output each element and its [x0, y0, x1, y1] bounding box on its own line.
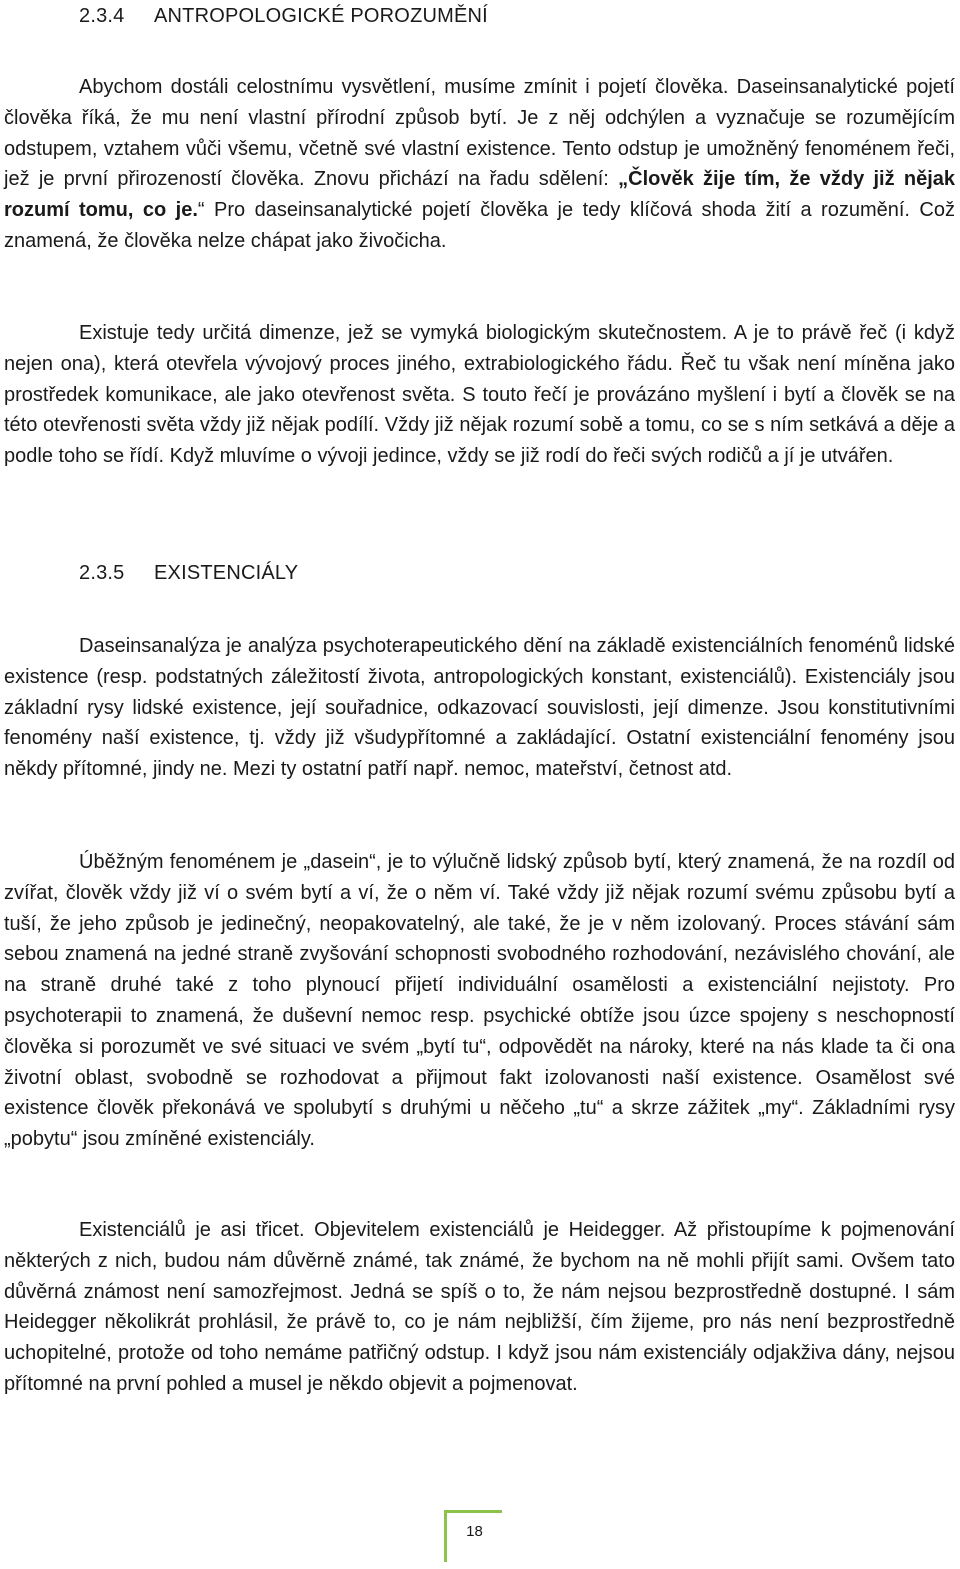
paragraph-4: Úběžným fenoménem je „dasein“, je to výlučně lidský způsob bytí, který znamená, že na rozdíl od zvířat, člověk vždy již ví o svém bytí a ví, že o něm ví. Také vždy již nějak rozumí svému způsobu bytí a tuší, že jeho způsob je jedinečný, neopakovatelný, ale také, že je v něm izolovaný. Proces stávání sám sebou znamená na jedné straně zvyšování schopnosti svobodného rozhodování, nezávislého chování, ale na straně druhé také z toho plynoucí přijetí individuální osamělosti a existenciální nejistoty. Pro psychoterapii to znamená, že duševní nemoc resp. psychické obtíže jsou úzce spojeny s neschopností člověka si porozumět ve své situaci ve svém „bytí tu“, odpovědět na nároky, které na nás klade ta či ona životní oblast, svobodně se rozhodovat a přijmout fakt izolovanosti naší existence. Osamělost své existence člověk překonává ve spolubytí s druhými u něčeho „tu“ a skrze zážitek „my“. Základními rysy „pobytu“ jsou zmíněné existenciály. [4, 851, 955, 1151]
section-heading-2-3-4 [79, 2, 488, 30]
section-number: 2.3.4 [79, 5, 125, 27]
paragraph-2: Existuje tedy určitá dimenze, jež se vymyká biologickým skutečnostem. A je to právě řeč (i když nejen ona), která otevřela vývojový proces jiného, extrabiologického řádu. Řeč tu však není míněna jako prostředek komunikace, ale jako otevřenost světa. S touto řečí je provázáno myšlení i bytí a člověk se na této otevřenosti světa vždy již nějak podílí. Vždy již nějak rozumí sobě a tomu, co se s ním setkává a děje a podle toho se řídí. Když mluvíme o vývoji jedince, vždy se již rodí do řeči svých rodičů a jí je utvářen. [4, 322, 955, 468]
section-title: EXISTENCIÁLY [154, 562, 299, 584]
paragraph-3: Daseinsanalýza je analýza psychoterapeutického dění na základě existenciálních fenoménů lidské existence (resp. podstatných záležitostí života, antropologických konstant, existenciálů). Existenciály jsou základní rysy lidské existence, její souřadnice, odkazovací souvislosti, její dimenze. Jsou konstitutivními fenomény naší existence, tj. vždy již všudypřítomné a zakládající. Ostatní existenciální fenomény jsou někdy přítomné, jindy ne. Mezi ty ostatní patří např. nemoc, mateřství, četnost atd. [4, 635, 955, 781]
section-title: ANTROPOLOGICKÉ POROZUMĚNÍ [154, 5, 488, 27]
section-heading-2-3-5 [79, 559, 298, 587]
paragraph-5: Existenciálů je asi třicet. Objevitelem existenciálů je Heidegger. Až přistoupíme k pojmenování některých z nich, budou nám důvěrně známé, tak známé, že bychom na ně mohli přijít sami. Ovšem tato důvěrná známost není samozřejmost. Jedná se spíš o to, že nám nejsou bezprostředně dostupné. I sám Heidegger několikrát prohlásil, že právě to, co je nám nejbližší, čím žijeme, pro nás není bezprostředně uchopitelné, protože od toho nemáme patřičný odstup. I když jsou nám existenciály odjakživa dány, nejsou přítomné na první pohled a musel je někdo objevit a pojmenovat. [4, 1219, 955, 1395]
paragraph-1-quote: „Člověk žije tím, že vždy již nějak rozumí tomu, co je. [4, 168, 956, 222]
page-number: 18 [466, 1523, 483, 1540]
paragraph-1-lead: Abychom dostáli celostnímu vysvětlení, musíme zmínit i pojetí člověka. Daseinsanalytické pojetí člověka říká, že mu není vlastní přírodní způsob bytí. Je z něj odchýlen a vyznačuje se rozumějícím odstupem, vztahem vůči všemu, včetně své vlastní existence. Tento odstup je umožněný fenoménem řeči, jež je první přirozeností člověka. Znovu přichází na řadu sdělení: [4, 76, 955, 191]
paragraph-1-tail: “ Pro daseinsanalytické pojetí člověka je tedy klíčová shoda žití a rozumění. Což znamená, že člověka nelze chápat jako živočicha. [4, 199, 955, 252]
paragraph-1 [4, 72, 955, 257]
section-number: 2.3.5 [79, 562, 125, 584]
page-footer [444, 1510, 502, 1562]
